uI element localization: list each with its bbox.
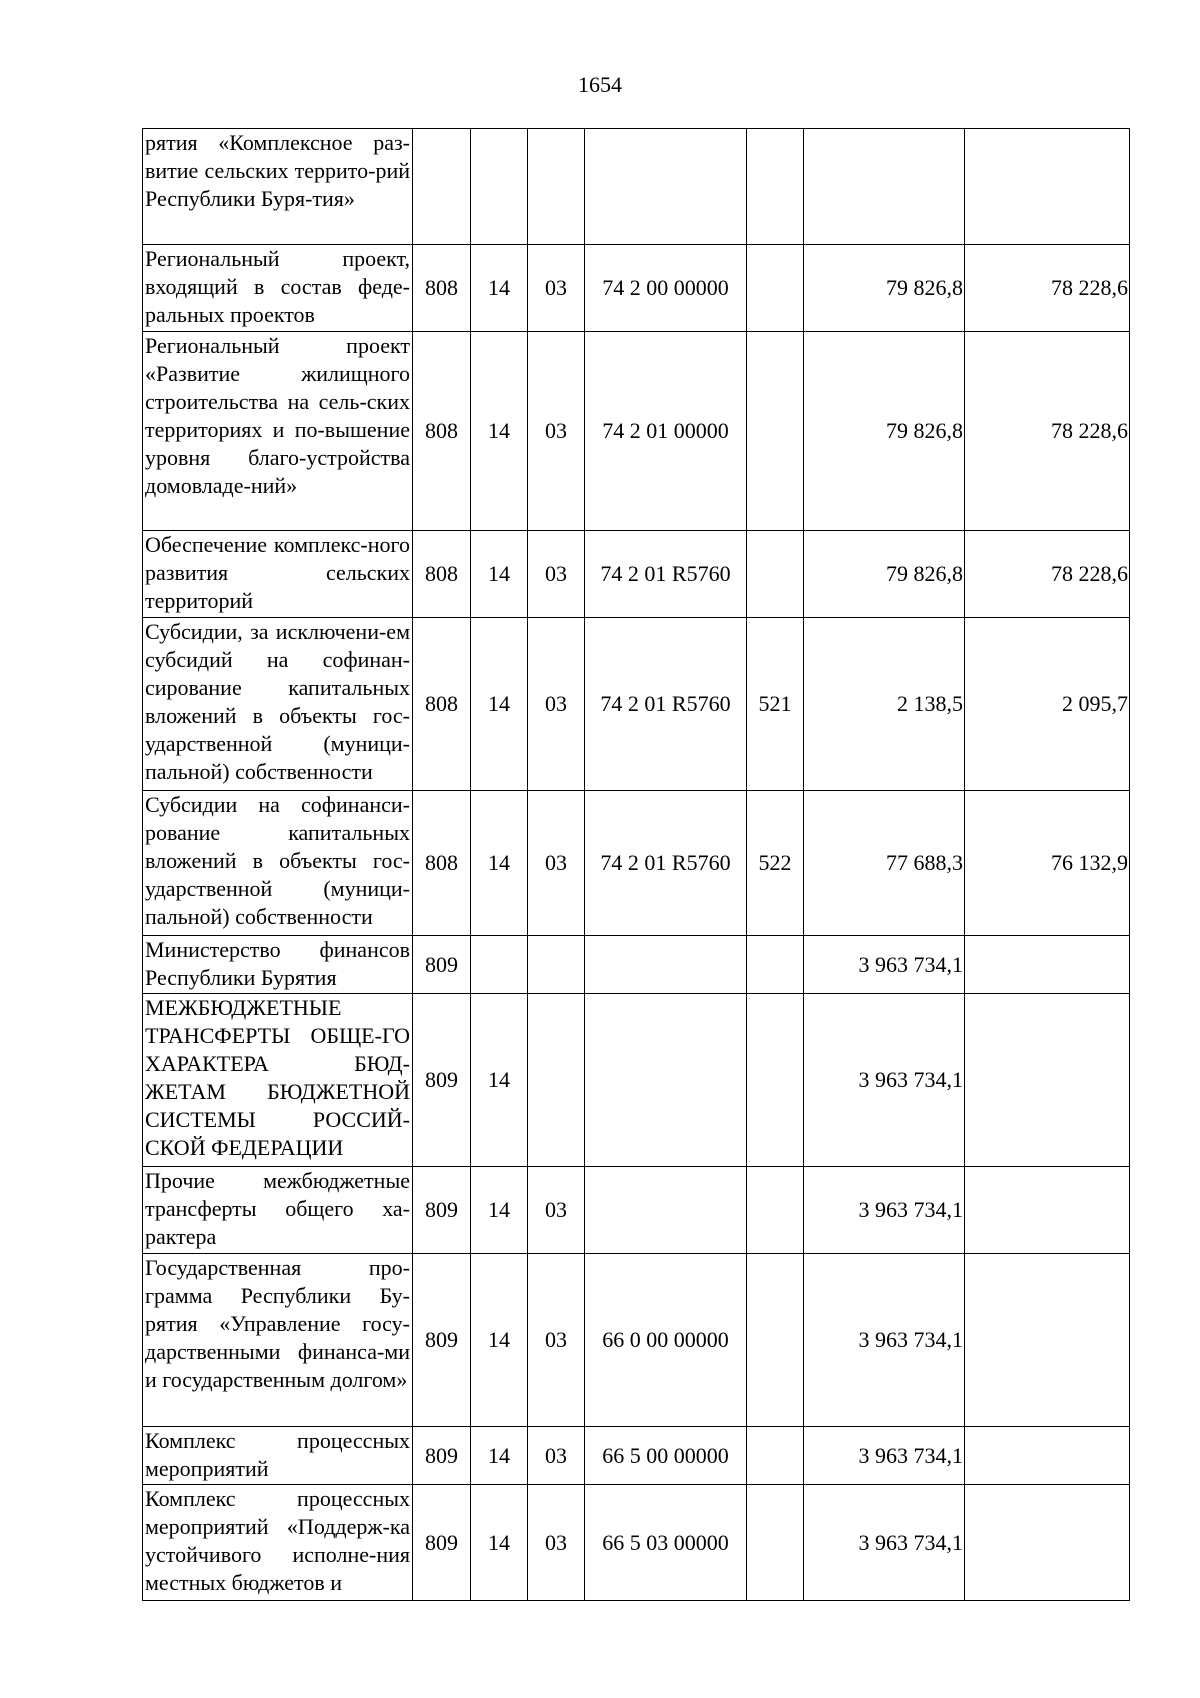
table-row [143,245,1130,332]
row-description: Комплекс процессных мероприятий [143,1427,413,1485]
row-section-code: 14 [471,994,528,1167]
row-target-code: 74 2 01 R5760 [585,618,747,791]
row-sum-year-1: 79 826,8 [804,245,965,332]
row-subsection-code [528,994,585,1167]
row-sum-year-2 [965,1485,1130,1601]
row-gov-code: 809 [413,1167,471,1254]
row-target-code: 74 2 01 00000 [585,332,747,531]
row-target-code: 74 2 00 00000 [585,245,747,332]
table-row [143,332,1130,531]
row-section-code: 14 [471,1485,528,1601]
row-section-code: 14 [471,791,528,936]
budget-table-body [143,129,1130,1601]
row-gov-code: 809 [413,1485,471,1601]
row-subsection-code: 03 [528,1427,585,1485]
row-sum-year-2: 76 132,9 [965,791,1130,936]
row-target-code: 66 5 03 00000 [585,1485,747,1601]
row-subsection-code: 03 [528,791,585,936]
table-row [143,531,1130,618]
row-target-code: 74 2 01 R5760 [585,531,747,618]
row-sum-year-1: 3 963 734,1 [804,994,965,1167]
row-expense-type [747,1427,804,1485]
page-number: 1654 [578,72,622,97]
budget-table [142,128,1130,1601]
row-subsection-code: 03 [528,618,585,791]
row-description: Субсидии на софинанси-рование капитальных вложений в объекты гос-ударственной (муници-пальной) собственности [143,791,413,936]
row-sum-year-1: 79 826,8 [804,332,965,531]
row-sum-year-2 [965,936,1130,994]
row-gov-code: 809 [413,1427,471,1485]
row-section-code: 14 [471,1427,528,1485]
row-section-code: 14 [471,1254,528,1427]
row-description: МЕЖБЮДЖЕТНЫЕ ТРАНСФЕРТЫ ОБЩЕ-ГО ХАРАКТЕРА БЮД-ЖЕТАМ БЮДЖЕТНОЙ СИСТЕМЫ РОССИЙ-СКОЙ ФЕДЕРАЦИИ [143,994,413,1167]
row-expense-type [747,936,804,994]
row-sum-year-1: 2 138,5 [804,618,965,791]
row-description: рятия «Комплексное раз-витие сельских террито-рий Республики Буря-тия» [143,129,413,245]
table-row [143,618,1130,791]
row-sum-year-2: 78 228,6 [965,245,1130,332]
row-gov-code: 809 [413,1254,471,1427]
row-sum-year-2: 78 228,6 [965,332,1130,531]
row-expense-type [747,531,804,618]
row-sum-year-2: 2 095,7 [965,618,1130,791]
row-section-code: 14 [471,332,528,531]
row-target-code: 66 0 00 00000 [585,1254,747,1427]
row-sum-year-2 [965,1254,1130,1427]
row-subsection-code [528,936,585,994]
row-description: Региональный проект, входящий в состав феде-ральных проектов [143,245,413,332]
table-row [143,1254,1130,1427]
row-subsection-code: 03 [528,531,585,618]
table-row [143,1167,1130,1254]
row-gov-code: 808 [413,245,471,332]
row-section-code: 14 [471,618,528,791]
row-subsection-code [528,129,585,245]
row-subsection-code: 03 [528,245,585,332]
row-target-code [585,129,747,245]
row-sum-year-2 [965,994,1130,1167]
row-expense-type [747,1254,804,1427]
row-sum-year-1: 77 688,3 [804,791,965,936]
row-sum-year-2 [965,129,1130,245]
row-sum-year-1: 3 963 734,1 [804,1427,965,1485]
row-target-code: 66 5 00 00000 [585,1427,747,1485]
row-target-code [585,1167,747,1254]
table-row [143,994,1130,1167]
table-row [143,1427,1130,1485]
row-expense-type: 522 [747,791,804,936]
row-sum-year-2: 78 228,6 [965,531,1130,618]
row-sum-year-1: 3 963 734,1 [804,1485,965,1601]
row-description: Региональный проект «Развитие жилищного строительства на сель-ских территориях и по-вышение уровня благо-устройства домовладе-ний» [143,332,413,531]
row-gov-code: 808 [413,618,471,791]
row-description: Прочие межбюджетные трансферты общего ха-рактера [143,1167,413,1254]
row-expense-type [747,245,804,332]
row-gov-code [413,129,471,245]
row-description: Субсидии, за исключени-ем субсидий на софинан-сирование капитальных вложений в объекты гос-ударственной (муници-пальной) собственности [143,618,413,791]
row-section-code [471,936,528,994]
row-gov-code: 808 [413,332,471,531]
row-expense-type [747,994,804,1167]
row-gov-code: 809 [413,936,471,994]
row-expense-type: 521 [747,618,804,791]
row-gov-code: 808 [413,791,471,936]
row-sum-year-1: 3 963 734,1 [804,1167,965,1254]
row-gov-code: 809 [413,994,471,1167]
row-target-code: 74 2 01 R5760 [585,791,747,936]
row-expense-type [747,129,804,245]
table-row [143,936,1130,994]
row-subsection-code: 03 [528,1167,585,1254]
row-sum-year-2 [965,1427,1130,1485]
row-section-code [471,129,528,245]
table-row [143,129,1130,245]
row-section-code: 14 [471,245,528,332]
row-expense-type [747,1485,804,1601]
row-target-code [585,936,747,994]
row-description: Министерство финансов Республики Бурятия [143,936,413,994]
row-sum-year-1: 3 963 734,1 [804,1254,965,1427]
row-subsection-code: 03 [528,1485,585,1601]
table-row [143,1485,1130,1601]
row-description: Обеспечение комплекс-ного развития сельских территорий [143,531,413,618]
row-section-code: 14 [471,1167,528,1254]
row-gov-code: 808 [413,531,471,618]
row-expense-type [747,332,804,531]
row-sum-year-1 [804,129,965,245]
table-row [143,791,1130,936]
row-description: Комплекс процессных мероприятий «Поддерж-ка устойчивого исполне-ния местных бюджетов и [143,1485,413,1601]
row-subsection-code: 03 [528,332,585,531]
row-target-code [585,994,747,1167]
row-sum-year-1: 79 826,8 [804,531,965,618]
row-subsection-code: 03 [528,1254,585,1427]
row-expense-type [747,1167,804,1254]
row-sum-year-1: 3 963 734,1 [804,936,965,994]
row-sum-year-2 [965,1167,1130,1254]
row-section-code: 14 [471,531,528,618]
row-description: Государственная про-грамма Республики Бу-рятия «Управление госу-дарственными финанса-ми и государственным долгом» [143,1254,413,1427]
